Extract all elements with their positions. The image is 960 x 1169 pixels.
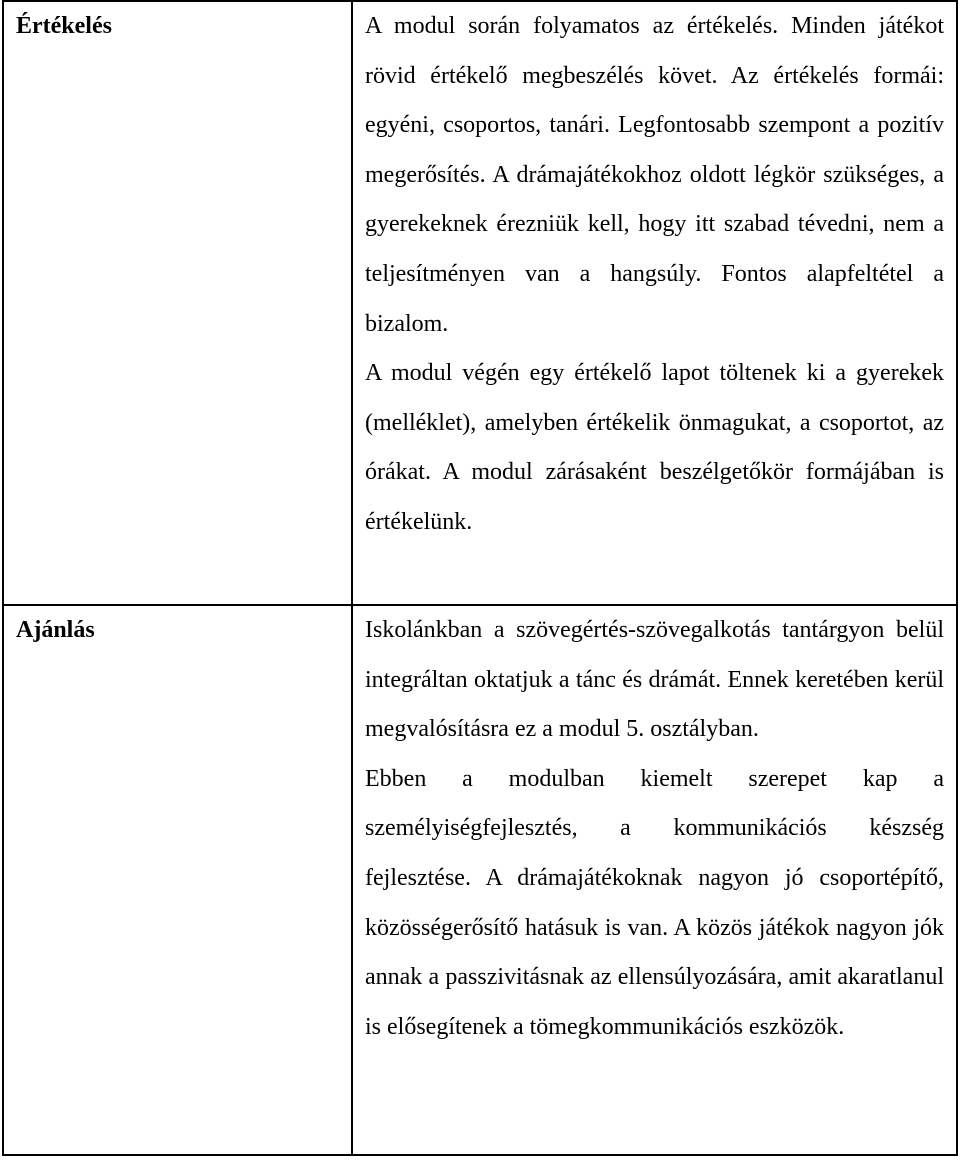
paragraph: A modul során folyamatos az értékelés. Minden játékot rövid értékelő megbeszélés követ. Az értékelés formái: egyéni, csoportos, tanári. Legfontosabb szempont a pozitív megerősítés. A drámajátékokhoz oldott légkör szükséges, a gyerekeknek érezniük kell, hogy itt szabad tévedni, nem a teljesítményen van a hangsúly. Fontos alapfeltétel a bizalom. — [365, 13, 944, 337]
module-description-table — [2, 0, 958, 1156]
table-row-ertekeles — [3, 1, 957, 605]
row-label: Ajánlás — [3, 605, 352, 1155]
paragraph: Ebben a modulban kiemelt szerepet kap a személyiségfejlesztés, a kommunikációs készség fejlesztése. A drámajátékoknak nagyon jó csoportépítő, közösségerősítő hatásuk is van. A közös játékok nagyon jók annak a passzivitásnak az ellensúlyozására, amit akaratlanul is elősegítenek a tömegkommunikációs eszközök. — [365, 765, 944, 1040]
row-label: Értékelés — [3, 1, 352, 605]
paragraph: A modul végén egy értékelő lapot töltenek ki a gyerekek (melléklet), amelyben értékelik önmagukat, a csoportot, az órákat. A modul zárásaként beszélgetőkör formájában is értékelünk. — [365, 360, 944, 535]
row-content — [352, 605, 957, 1155]
table-row-ajanlas — [3, 605, 957, 1155]
row-content — [352, 1, 957, 605]
paragraph: Iskolánkban a szövegértés-szövegalkotás tantárgyon belül integráltan oktatjuk a tánc és drámát. Ennek keretében kerül megvalósításra ez a modul 5. osztályban. — [365, 617, 944, 743]
